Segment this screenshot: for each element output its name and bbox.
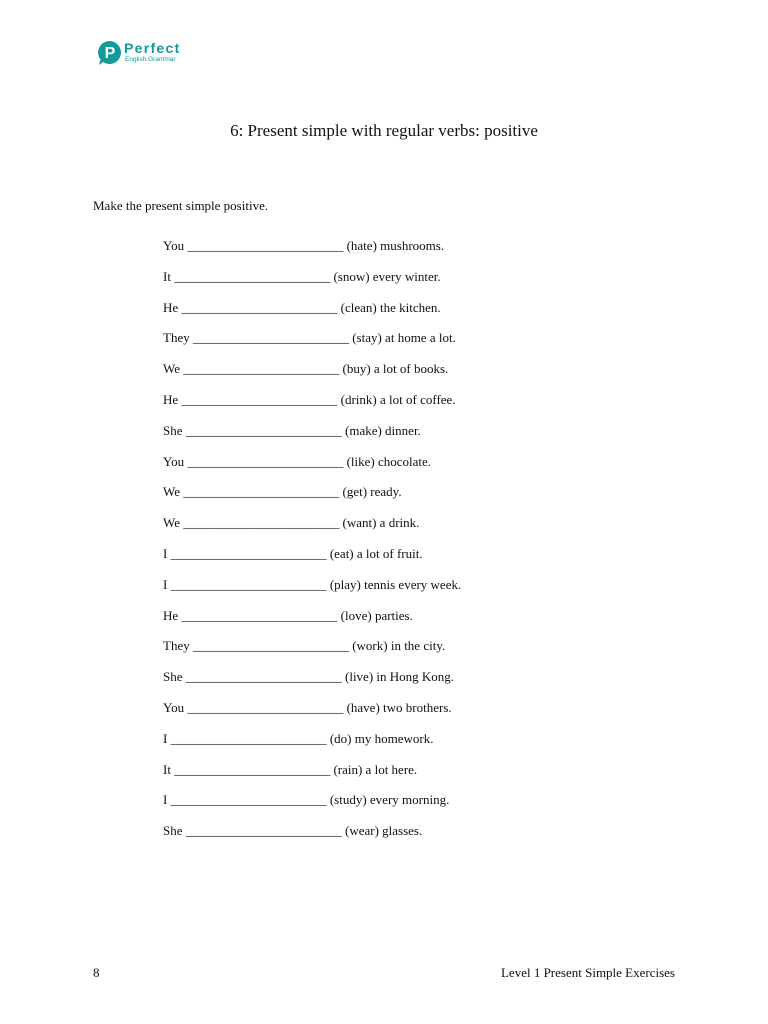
exercise-text: I ________________________ (eat) a lot of fruit. — [163, 545, 423, 561]
logo-subtitle: English Grammar — [125, 56, 176, 63]
exercise-text: They ________________________ (stay) at home a lot. — [163, 330, 456, 346]
exercise-text: He ________________________ (drink) a lot of coffee. — [163, 391, 456, 407]
instruction-text: Make the present simple positive. — [93, 198, 269, 213]
exercise-text: It ________________________ (snow) every winter. — [163, 268, 441, 284]
exercise-text: It ________________________ (rain) a lot here. — [163, 761, 418, 777]
footer-book-title: Level 1 Present Simple Exercises — [500, 965, 675, 980]
exercise-text: I ________________________ (play) tennis every week. — [163, 576, 462, 592]
exercise-text: You ________________________ (like) chocolate. — [163, 453, 432, 469]
exercise-text: She ________________________ (wear) glasses. — [163, 823, 423, 839]
exercise-text: I ________________________ (do) my homework. — [163, 730, 434, 746]
logo-speech-bubble-icon — [97, 40, 123, 66]
exercise-text: They ________________________ (work) in the city. — [163, 638, 446, 654]
exercise-text: She ________________________ (live) in Hong Kong. — [163, 669, 455, 685]
exercise-text: He ________________________ (clean) the kitchen. — [163, 299, 441, 315]
exercise-text: I ________________________ (study) every morning. — [163, 792, 450, 808]
logo-word: Perfect — [124, 40, 181, 56]
exercise-text: You ________________________ (have) two brothers. — [163, 699, 452, 715]
exercise-text: He ________________________ (love) parties. — [163, 607, 413, 623]
perfect-english-grammar-logo — [97, 40, 197, 70]
page-number: 8 — [93, 965, 100, 980]
exercise-text: We ________________________ (want) a drink. — [163, 515, 420, 531]
exercise-text: You ________________________ (hate) mushrooms. — [163, 238, 445, 253]
page-title: 6: Present simple with regular verbs: positive — [230, 121, 538, 140]
exercise-text: She ________________________ (make) dinner. — [163, 422, 421, 438]
logo-letter: P — [104, 45, 116, 62]
exercise-text: We ________________________ (get) ready. — [163, 484, 402, 500]
exercise-text: We ________________________ (buy) a lot of books. — [163, 361, 449, 377]
